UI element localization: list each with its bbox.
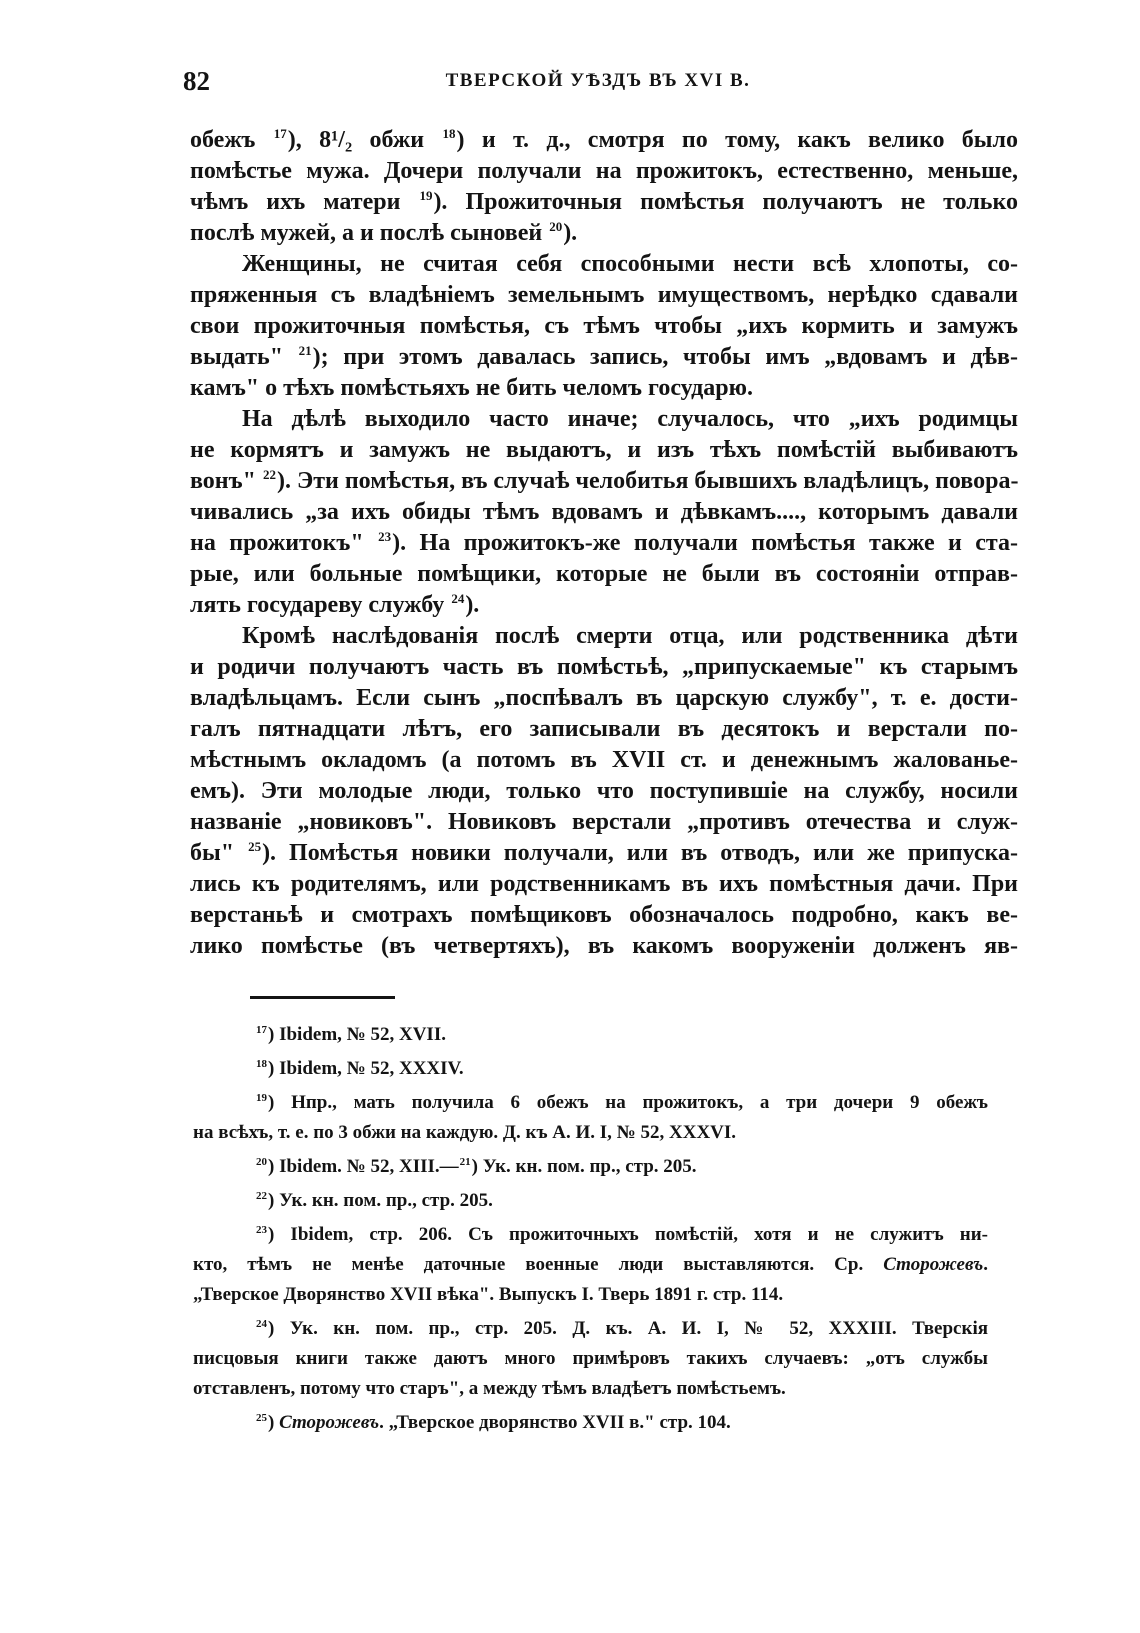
footnote-marker: 19 bbox=[419, 188, 433, 203]
text-run: выдать" bbox=[190, 344, 298, 370]
text-run: лись къ родителямъ, или родственникамъ въ ихъ помѣстныя дачи. При bbox=[190, 871, 1018, 897]
text-run: ). bbox=[563, 220, 578, 246]
footnote-line bbox=[193, 1344, 988, 1374]
body-line bbox=[190, 404, 1018, 435]
text-run: галъ пятнадцати лѣтъ, его записывали въ десятокъ и верстали по- bbox=[190, 716, 1018, 742]
body-line bbox=[190, 187, 1018, 218]
text-run: ) Ук. кн. пом. пр., стр. 205. bbox=[471, 1156, 697, 1177]
body-line bbox=[190, 652, 1018, 683]
text-run: ) Нпр., мать получила 6 обежъ на прожитокъ, а три дочери 9 обежъ bbox=[268, 1092, 988, 1113]
footnote-marker: 21 bbox=[298, 343, 312, 358]
text-run: лико помѣстье (въ четвертяхъ), въ какомъ вооруженіи долженъ яв- bbox=[190, 933, 1018, 959]
footnote-marker: 23 bbox=[378, 529, 392, 544]
text-run: кто, тѣмъ не менѣе даточные военные люди выставляются. Ср. bbox=[193, 1254, 884, 1275]
footnote-line bbox=[193, 1374, 988, 1404]
text-run: не кормятъ и замужъ не выдаютъ, и изъ тѣхъ помѣстій выбиваютъ bbox=[190, 437, 1018, 463]
body-line bbox=[190, 156, 1018, 187]
text-run: . „Тверское дворянство XVII в." стр. 104. bbox=[379, 1412, 731, 1433]
text-run: емъ). Эти молодые люди, только что поступившіе на службу, носили bbox=[190, 778, 1018, 804]
text-run: лять государеву службу bbox=[190, 592, 451, 618]
body-line bbox=[190, 745, 1018, 776]
text-run: названіе „новиковъ". Новиковъ верстали „противъ отечества и служ- bbox=[190, 809, 1018, 835]
body-line bbox=[190, 683, 1018, 714]
text-run: ) Ibidem. № 52, XIII.— bbox=[268, 1156, 459, 1177]
footnote-marker: 18 bbox=[442, 126, 456, 141]
italic-text: Сторожевъ bbox=[883, 1254, 984, 1275]
text-run: послѣ мужей, а и послѣ сыновей bbox=[190, 220, 549, 246]
text-run: На дѣлѣ выходило часто иначе; случалось, что „ихъ родимцы bbox=[242, 406, 1018, 432]
body-line bbox=[190, 838, 1018, 869]
italic-text: Сторожевъ bbox=[279, 1412, 380, 1433]
text-run: мѣстнымъ окладомъ (а потомъ въ XVII ст. и денежнымъ жалованьe- bbox=[190, 747, 1018, 773]
footnote-marker: 25 bbox=[256, 1412, 267, 1424]
text-run: ) bbox=[268, 1412, 280, 1433]
text-run: чѣмъ ихъ матери bbox=[190, 189, 419, 215]
body-line bbox=[190, 311, 1018, 342]
text-run: обежъ bbox=[190, 127, 273, 153]
footnote-marker: 24 bbox=[451, 591, 465, 606]
text-run: свои прожиточныя помѣстья, съ тѣмъ чтобы „ихъ кормить и замужъ bbox=[190, 313, 1018, 339]
text-run: и родичи получаютъ часть въ помѣстьѣ, „припускаемые" къ старымъ bbox=[190, 654, 1018, 680]
footnote-marker: 19 bbox=[256, 1092, 267, 1104]
text-run: бы" bbox=[190, 840, 248, 866]
footnote-line bbox=[193, 1186, 988, 1216]
footnote-line bbox=[193, 1280, 988, 1310]
footnote-line bbox=[193, 1088, 988, 1118]
body-line bbox=[190, 621, 1018, 652]
footnote-line bbox=[193, 1250, 988, 1280]
footnote-marker: 17 bbox=[256, 1024, 267, 1036]
body-line bbox=[190, 373, 1018, 404]
text-run: ); при этомъ давалась запись, чтобы имъ „вдовамъ и дѣв- bbox=[312, 344, 1019, 370]
footnote-separator bbox=[250, 996, 395, 999]
body-line bbox=[190, 528, 1018, 559]
footnote-marker: 22 bbox=[262, 467, 276, 482]
text-run: писцовыя книги также даютъ много примѣровъ такихъ случаевъ: „отъ службы bbox=[193, 1348, 988, 1369]
text-run: отставленъ, потому что старъ", а между тѣмъ владѣетъ помѣстьемъ. bbox=[193, 1378, 786, 1399]
text-run: ) Ibidem, № 52, XVII. bbox=[268, 1024, 446, 1045]
body-line bbox=[190, 900, 1018, 931]
body-line bbox=[190, 869, 1018, 900]
footnote-line bbox=[193, 1020, 988, 1050]
body-line bbox=[190, 218, 1018, 249]
footnote-line bbox=[193, 1220, 988, 1250]
text-run: ) Ук. кн. пом. пр., стр. 205. bbox=[268, 1190, 493, 1211]
footnote-line bbox=[193, 1118, 988, 1148]
footnote-marker: 23 bbox=[256, 1224, 267, 1236]
body-line bbox=[190, 590, 1018, 621]
text-run: ) Ibidem, № 52, XXXIV. bbox=[268, 1058, 464, 1079]
body-line bbox=[190, 125, 1018, 156]
text-run: ) и т. д., смотря по тому, какъ велико было bbox=[456, 127, 1018, 153]
text-run: пряженныя съ владѣніемъ земельнымъ имуществомъ, нерѣдко сдавали bbox=[190, 282, 1018, 308]
text-run: ). bbox=[465, 592, 480, 618]
text-run: . bbox=[983, 1254, 988, 1275]
footnote-line bbox=[193, 1054, 988, 1084]
text-run: помѣстье мужа. Дочери получали на прожитокъ, естественно, меньше, bbox=[190, 158, 1018, 184]
body-line bbox=[190, 776, 1018, 807]
text-run: „Тверское Дворянство XVII вѣка". Выпускъ I. Тверь 1891 г. стр. 114. bbox=[193, 1284, 784, 1305]
footnote-marker: 20 bbox=[256, 1156, 267, 1168]
footnote-marker: 18 bbox=[256, 1058, 267, 1070]
text-run: Женщины, не считая себя способными нести всѣ хлопоты, со- bbox=[242, 251, 1018, 277]
footnote-line bbox=[193, 1408, 988, 1438]
body-line bbox=[190, 280, 1018, 311]
body-line bbox=[190, 342, 1018, 373]
body-text bbox=[190, 125, 1018, 962]
body-line bbox=[190, 931, 1018, 962]
text-run: ), 8¹/₂ обжи bbox=[287, 127, 442, 153]
body-line bbox=[190, 435, 1018, 466]
page-number: 82 bbox=[183, 66, 210, 96]
text-run: Кромѣ наслѣдованія послѣ смерти отца, или родственника дѣти bbox=[242, 623, 1018, 649]
text-run: владѣльцамъ. Если сынъ „поспѣвалъ въ царскую службу", т. е. дости- bbox=[190, 685, 1018, 711]
body-line bbox=[190, 249, 1018, 280]
text-run: чивались „за ихъ обиды тѣмъ вдовамъ и дѣвкамъ...., которымъ давали bbox=[190, 499, 1018, 525]
text-run: ) Ibidem, стр. 206. Съ прожиточныхъ помѣстій, хотя и не служитъ ни- bbox=[268, 1224, 988, 1245]
text-run: вонъ" bbox=[190, 468, 262, 494]
text-run: на прожитокъ" bbox=[190, 530, 378, 556]
footnotes bbox=[193, 1020, 988, 1438]
body-line bbox=[190, 714, 1018, 745]
text-run: ) Ук. кн. пом. пр., стр. 205. Д. къ. А. И. I, № 52, XXXIII. Тверскія bbox=[268, 1318, 988, 1339]
text-run: ). Эти помѣстья, въ случаѣ челобитья бывшихъ владѣлицъ, повора- bbox=[276, 468, 1019, 494]
running-title: ТВЕРСКОЙ УѢЗДЪ ВЪ XVI В. bbox=[445, 70, 751, 91]
footnote-marker: 20 bbox=[549, 219, 563, 234]
footnote-marker: 25 bbox=[248, 839, 262, 854]
body-line bbox=[190, 807, 1018, 838]
page-header bbox=[183, 66, 1013, 106]
body-line bbox=[190, 497, 1018, 528]
text-run: на всѣхъ, т. е. по 3 обжи на каждую. Д. къ А. И. I, № 52, XXXVI. bbox=[193, 1122, 737, 1143]
footnote-marker: 22 bbox=[256, 1190, 267, 1202]
body-line bbox=[190, 559, 1018, 590]
text-run: камъ" о тѣхъ помѣстьяхъ не бить челомъ государю. bbox=[190, 375, 753, 401]
footnote-line bbox=[193, 1314, 988, 1344]
text-run: верстаньѣ и смотрахъ помѣщиковъ обозначалось подробно, какъ ве- bbox=[190, 902, 1018, 928]
text-run: ). На прожитокъ-же получали помѣстья также и ста- bbox=[392, 530, 1018, 556]
body-line bbox=[190, 466, 1018, 497]
footnote-marker: 24 bbox=[256, 1318, 267, 1330]
text-run: рые, или больные помѣщики, которые не были въ состояніи отправ- bbox=[190, 561, 1018, 587]
text-run: ). Помѣстья новики получали, или въ отводъ, или же припуска- bbox=[262, 840, 1019, 866]
footnote-line bbox=[193, 1152, 988, 1182]
footnote-marker: 17 bbox=[273, 126, 287, 141]
footnote-marker: 21 bbox=[459, 1156, 471, 1168]
text-run: ). Прожиточныя помѣстья получаютъ не только bbox=[433, 189, 1018, 215]
